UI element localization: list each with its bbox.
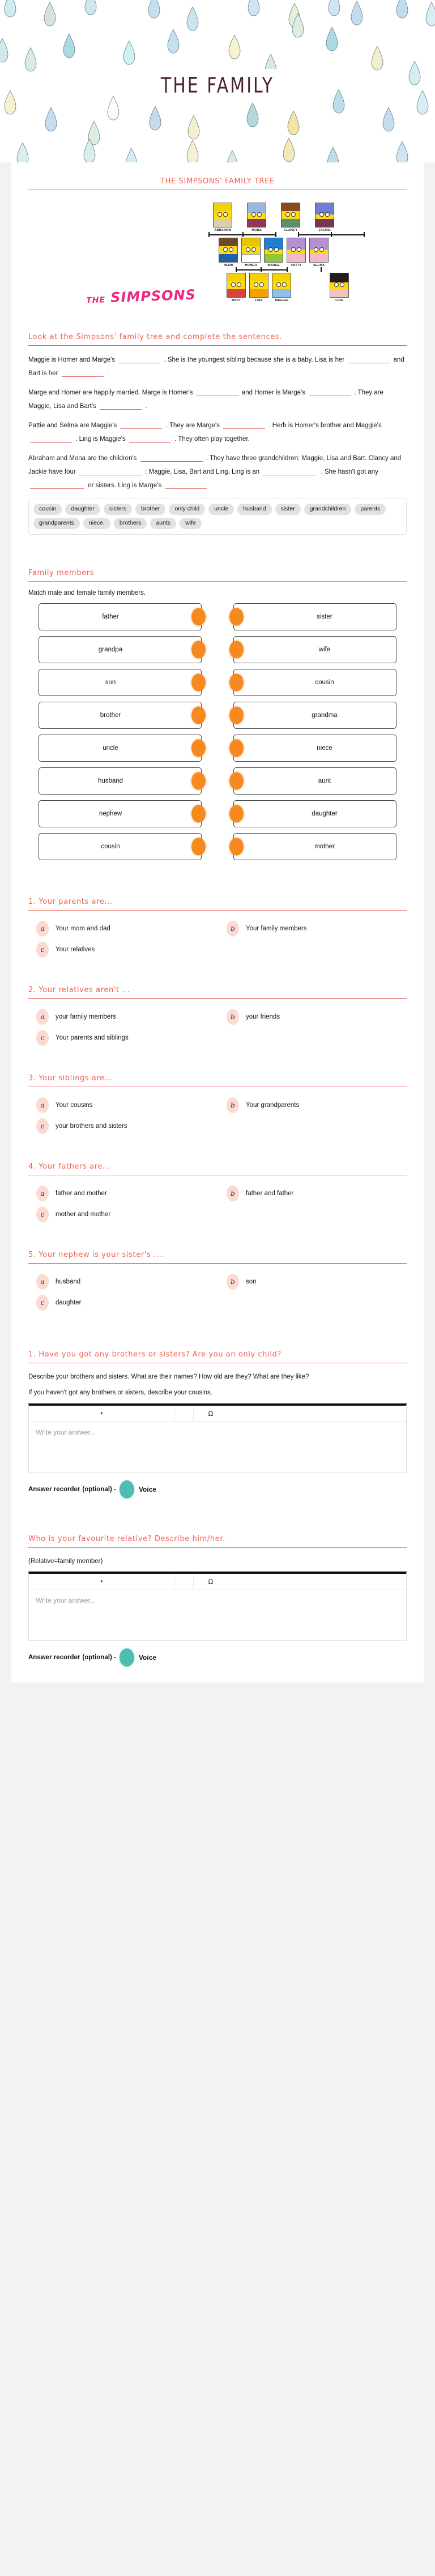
page-title: THE FAMILY xyxy=(146,69,289,102)
gapfill-text: . Herb is Homer's brother and Maggie's xyxy=(268,422,382,430)
match-label: cousin xyxy=(101,843,120,851)
match-connector-dot[interactable] xyxy=(191,707,206,724)
option-label: your brothers and sisters xyxy=(56,1123,127,1130)
font-style-dropdown[interactable] xyxy=(29,1406,175,1422)
mcq-options xyxy=(28,1183,407,1222)
gapfill-blank[interactable] xyxy=(223,422,265,429)
toolbar-spacer xyxy=(228,1406,406,1422)
option-key-badge: b xyxy=(227,921,239,937)
mcq-option-a[interactable] xyxy=(36,1186,216,1201)
tree-person-label: JACKIE xyxy=(318,229,331,232)
tree-person-label: CLANCY xyxy=(284,229,298,232)
mcq-option-a[interactable] xyxy=(36,921,216,937)
match-connector-dot[interactable] xyxy=(229,641,244,659)
gapfill-blank[interactable] xyxy=(165,482,207,489)
toolbar-divider-cell xyxy=(175,1574,194,1590)
gapfill-text: . xyxy=(106,370,109,377)
chevron-down-icon: ▾ xyxy=(100,1410,103,1416)
mcq-option-a[interactable] xyxy=(36,1097,216,1113)
mcq-question-text: 3. Your siblings are... xyxy=(28,1074,113,1083)
font-style-dropdown[interactable] xyxy=(29,1574,175,1590)
mcq-option-b[interactable] xyxy=(227,1274,407,1290)
tree-person-label: LING xyxy=(335,299,344,302)
match-label: niece xyxy=(317,745,332,752)
match-label: grandpa xyxy=(98,646,123,654)
matching-instruction: Match male and female family members. xyxy=(28,590,146,597)
simpsons-logo-the: THE xyxy=(86,295,106,306)
tree-person-patty xyxy=(287,238,306,267)
heading-divider xyxy=(28,345,407,346)
rich-text-editor xyxy=(28,1403,407,1472)
match-label: nephew xyxy=(99,810,122,818)
answer-recorder xyxy=(28,1641,407,1669)
option-label: Your cousins xyxy=(56,1102,93,1109)
page-footer-spacer xyxy=(0,1682,435,1697)
match-label: mother xyxy=(314,843,335,851)
matching-section xyxy=(11,554,424,864)
tree-generation-3 xyxy=(198,273,349,302)
match-right-item[interactable] xyxy=(233,702,396,729)
option-label: your family members xyxy=(56,1014,116,1021)
recorder-label: Answer recorder xyxy=(28,1486,80,1493)
open-question-2 xyxy=(11,1520,424,1669)
word-chip[interactable]: brother xyxy=(135,504,165,515)
match-connector-dot[interactable] xyxy=(229,740,244,757)
word-chip[interactable]: sister xyxy=(275,504,301,515)
match-connector-dot[interactable] xyxy=(191,740,206,757)
option-key-badge: c xyxy=(36,1030,49,1046)
mcq-option-c[interactable] xyxy=(36,942,216,958)
match-connector-dot[interactable] xyxy=(229,772,244,790)
option-label: father and mother xyxy=(56,1190,107,1197)
mcq-option-b[interactable] xyxy=(227,1097,407,1113)
special-character-button[interactable]: Ω xyxy=(208,1577,214,1586)
open-question-prompt: (Relative=family member) xyxy=(28,1557,103,1565)
option-label: Your family members xyxy=(246,925,307,933)
gapfill-text: Maggie is Homer and Marge's xyxy=(28,357,116,363)
open-question-heading: 1. Have you got any brothers or sisters? Are you an only child? xyxy=(28,1350,282,1359)
match-connector-dot[interactable] xyxy=(191,641,206,659)
option-key-badge: a xyxy=(36,1186,49,1201)
open-question-1 xyxy=(11,1336,424,1500)
tree-person-label: HOMER xyxy=(245,264,257,267)
recorder-label: Answer recorder xyxy=(28,1654,80,1661)
heading-divider xyxy=(28,1547,407,1548)
mcq-question-1 xyxy=(11,883,424,971)
mcq-option-c[interactable] xyxy=(36,1030,216,1046)
microphone-record-button[interactable] xyxy=(120,1480,134,1499)
editor-toolbar xyxy=(29,1406,406,1422)
gapfill-blank[interactable] xyxy=(309,389,351,396)
simpsons-logo-name: SIMPSONS xyxy=(110,286,197,306)
match-connector-dot[interactable] xyxy=(229,608,244,626)
rich-text-editor xyxy=(28,1572,407,1641)
toolbar-divider-cell xyxy=(175,1406,194,1422)
match-left-item[interactable] xyxy=(39,669,202,696)
gapfill-text: . They are Maggie, Lisa and Bart's xyxy=(28,389,383,410)
word-chip[interactable]: wife xyxy=(180,518,202,529)
option-key-badge: a xyxy=(36,921,49,937)
tree-generation-2 xyxy=(198,238,349,267)
open-question-prompt: If you haven't got any brothers or sisters, describe your cousins. xyxy=(28,1389,212,1397)
gapfill-paragraph-4 xyxy=(28,452,407,492)
match-label: grandma xyxy=(312,712,338,719)
chevron-down-icon: ▾ xyxy=(100,1578,103,1584)
gapfill-text: . They are Marge's xyxy=(165,422,220,430)
tree-person-selma xyxy=(309,238,329,267)
tree-connector xyxy=(198,232,349,238)
option-key-badge: c xyxy=(36,942,49,958)
tree-person-label: LISA xyxy=(255,299,263,302)
match-label: son xyxy=(105,679,116,686)
word-chip[interactable]: cousin xyxy=(33,504,62,515)
word-chip[interactable]: husband xyxy=(237,504,271,515)
match-right-item[interactable] xyxy=(233,833,396,860)
match-label: cousin xyxy=(315,679,334,686)
family-tree-heading: THE SIMPSONS' FAMILY TREE xyxy=(160,177,275,186)
mcq-option-b[interactable] xyxy=(227,921,407,937)
tree-person-label: ABRAHAM xyxy=(214,229,232,232)
gapfill-blank[interactable] xyxy=(140,454,203,462)
mcq-option-c[interactable] xyxy=(36,1295,216,1311)
option-key-badge: b xyxy=(227,1097,239,1113)
gapfill-section xyxy=(11,318,424,535)
tree-person-lisa xyxy=(249,273,268,302)
tree-person-label: MONA xyxy=(251,229,262,232)
match-left-item[interactable] xyxy=(39,603,202,630)
matching-grid xyxy=(28,602,407,864)
tree-person-clancy xyxy=(281,203,300,232)
heading-divider xyxy=(28,910,407,911)
option-key-badge: c xyxy=(36,1207,49,1222)
heading-divider xyxy=(28,998,407,999)
match-label: daughter xyxy=(312,810,338,818)
simpsons-logo xyxy=(86,287,196,307)
match-left-item[interactable] xyxy=(39,735,202,762)
match-right-item[interactable] xyxy=(233,767,396,795)
gapfill-text: : Maggie, Lisa, Bart and Ling. Ling is an xyxy=(145,468,260,475)
match-label: uncle xyxy=(103,745,118,752)
gapfill-blank[interactable] xyxy=(120,422,162,429)
match-right-item[interactable] xyxy=(233,636,396,663)
gapfill-text: and Homer is Marge's xyxy=(241,389,305,397)
mcq-question-3 xyxy=(11,1059,424,1148)
matching-heading: Family members xyxy=(28,569,95,578)
family-tree-section xyxy=(11,162,424,318)
match-label: husband xyxy=(97,778,123,785)
match-connector-dot[interactable] xyxy=(191,772,206,790)
word-chip[interactable]: only child xyxy=(169,504,205,515)
option-label: Your parents and siblings xyxy=(56,1034,129,1042)
option-label: father and father xyxy=(246,1190,294,1197)
mcq-options xyxy=(28,1272,407,1311)
tree-person-mona xyxy=(247,203,266,232)
answer-input[interactable]: Write your answer... xyxy=(36,1428,96,1436)
gapfill-blank[interactable] xyxy=(79,468,142,475)
gapfill-blank[interactable] xyxy=(263,468,317,475)
gapfill-text: Marge and Homer are happily married. Marge is Homer's xyxy=(28,389,193,397)
mcq-options xyxy=(28,1095,407,1134)
match-label: aunt xyxy=(318,778,331,785)
option-key-badge: b xyxy=(227,1274,239,1290)
gapfill-text: . She hasn't got any xyxy=(321,468,378,475)
option-key-badge: c xyxy=(36,1118,49,1134)
word-chip[interactable]: grandchildren xyxy=(304,504,352,515)
gapfill-text: Pattie and Selma are Maggie's xyxy=(28,422,117,430)
mcq-question-4 xyxy=(11,1148,424,1236)
mcq-option-a[interactable] xyxy=(36,1009,216,1025)
gapfill-text: . They have three grandchildren: Maggie, Lisa and Bart. Clancy and Jackie have four xyxy=(28,455,402,475)
gapfill-text: . They often play together. xyxy=(174,435,250,443)
match-label: brother xyxy=(100,712,121,719)
toolbar-spacer xyxy=(228,1574,406,1590)
tree-person-bart xyxy=(227,273,246,302)
mcq-question-text: 4. Your fathers are... xyxy=(28,1162,111,1171)
mcq-question-5 xyxy=(11,1236,424,1324)
family-tree-diagram xyxy=(198,203,349,302)
match-left-item[interactable] xyxy=(39,636,202,663)
match-connector-dot[interactable] xyxy=(229,805,244,823)
answer-recorder xyxy=(28,1472,407,1501)
tree-person-label: BART xyxy=(232,299,241,302)
tree-person-label: MARGE xyxy=(267,264,280,267)
mcq-question-2 xyxy=(11,971,424,1059)
open-question-heading: Who is your favourite relative? Describe him/her. xyxy=(28,1534,225,1543)
mcq-options xyxy=(28,1007,407,1046)
match-right-item[interactable] xyxy=(233,800,396,827)
word-bank xyxy=(28,499,407,535)
gapfill-text: and Bart is her xyxy=(28,357,404,377)
word-chip[interactable]: parents xyxy=(355,504,386,515)
gapfill-blank[interactable] xyxy=(30,482,84,489)
match-left-item[interactable] xyxy=(39,702,202,729)
option-key-badge: c xyxy=(36,1295,49,1311)
match-connector-dot[interactable] xyxy=(191,608,206,626)
gapfill-text: . Ling is Maggie's xyxy=(75,435,126,443)
option-label: mother and mother xyxy=(56,1211,111,1218)
mcq-option-c[interactable] xyxy=(36,1207,216,1222)
match-right-item[interactable] xyxy=(233,735,396,762)
mcq-question-text: 1. Your parents are... xyxy=(28,898,113,907)
match-connector-dot[interactable] xyxy=(229,707,244,724)
match-right-item[interactable] xyxy=(233,603,396,630)
match-left-item[interactable] xyxy=(39,833,202,860)
tree-person-label: SELMA xyxy=(313,264,325,267)
word-chip[interactable]: daughter xyxy=(65,504,100,515)
option-key-badge: a xyxy=(36,1274,49,1290)
match-label: wife xyxy=(318,646,331,654)
gapfill-blank[interactable] xyxy=(100,402,142,410)
gapfill-text: Abraham and Mona are the children's xyxy=(28,455,137,462)
gapfill-blank[interactable] xyxy=(118,356,160,363)
editor-toolbar xyxy=(29,1574,406,1590)
heading-divider xyxy=(28,1263,407,1264)
option-label: Your mom and dad xyxy=(56,925,110,933)
match-connector-dot[interactable] xyxy=(229,838,244,856)
tree-person-label: MAGGIE xyxy=(275,299,288,302)
mcq-question-text: 2. Your relatives aren't ... xyxy=(28,986,130,995)
tree-connector xyxy=(198,267,349,273)
option-label: son xyxy=(246,1278,257,1286)
word-chip[interactable]: sisters xyxy=(104,504,132,515)
option-label: Your relatives xyxy=(56,946,95,954)
word-chip[interactable]: uncle xyxy=(208,504,234,515)
worksheet-sheet xyxy=(11,162,424,1682)
gapfill-blank[interactable] xyxy=(30,435,72,443)
option-label: daughter xyxy=(56,1299,82,1307)
heading-divider xyxy=(28,581,407,582)
match-connector-dot[interactable] xyxy=(191,805,206,823)
gapfill-text: . She is the youngest sibling because she is a baby. Lisa is her xyxy=(164,357,345,363)
tree-person-label: HERB xyxy=(224,264,233,267)
mcq-option-a[interactable] xyxy=(36,1274,216,1290)
gapfill-text: . xyxy=(145,402,147,410)
option-key-badge: a xyxy=(36,1009,49,1025)
tree-person-abraham xyxy=(213,203,232,232)
option-key-badge: b xyxy=(227,1009,239,1025)
recorder-optional-note: (optional) - xyxy=(82,1654,116,1661)
tree-person-label: PATTY xyxy=(291,264,302,267)
option-key-badge: b xyxy=(227,1186,239,1201)
match-connector-dot[interactable] xyxy=(191,674,206,692)
gapfill-paragraph-1 xyxy=(28,354,407,380)
word-chip[interactable]: aunts xyxy=(150,518,176,529)
gapfill-blank[interactable] xyxy=(129,435,171,443)
mcq-question-text: 5. Your nephew is your sister's .... xyxy=(28,1251,164,1260)
hero-banner xyxy=(0,0,435,162)
tree-person-jackie xyxy=(315,203,334,232)
recorder-voice-label: Voice xyxy=(138,1485,156,1493)
option-label: husband xyxy=(56,1278,81,1286)
match-label: father xyxy=(102,613,119,621)
microphone-record-button[interactable] xyxy=(120,1648,134,1667)
match-left-item[interactable] xyxy=(39,767,202,795)
mcq-option-c[interactable] xyxy=(36,1118,216,1134)
mcq-option-b[interactable] xyxy=(227,1009,407,1025)
option-label: your friends xyxy=(246,1014,280,1021)
word-chip[interactable]: grandparents xyxy=(33,518,80,529)
mcq-option-b[interactable] xyxy=(227,1186,407,1201)
gapfill-paragraph-2 xyxy=(28,387,407,413)
answer-input[interactable]: Write your answer... xyxy=(36,1596,96,1604)
gapfill-blank[interactable] xyxy=(62,370,104,377)
open-question-prompt: Describe your brothers and sisters. What are their names? How old are they? What are they like? xyxy=(28,1373,309,1381)
gapfill-blank[interactable] xyxy=(197,389,238,396)
gapfill-text: or sisters. Ling is Marge's xyxy=(88,482,162,489)
tree-person-homer xyxy=(241,238,261,267)
match-label: sister xyxy=(317,613,332,621)
option-key-badge: a xyxy=(36,1097,49,1113)
word-chip[interactable]: brothers xyxy=(114,518,147,529)
tree-generation-1 xyxy=(198,203,349,232)
match-connector-dot[interactable] xyxy=(229,674,244,692)
recorder-optional-note: (optional) - xyxy=(82,1486,116,1493)
tree-person-herb xyxy=(219,238,238,267)
family-tree-figure xyxy=(28,198,407,318)
match-right-item[interactable] xyxy=(233,669,396,696)
gapfill-blank[interactable] xyxy=(348,356,390,363)
tree-person-ling xyxy=(330,273,349,302)
tree-person-marge xyxy=(264,238,283,267)
mcq-options xyxy=(28,918,407,958)
word-chip[interactable]: niece. xyxy=(83,518,110,529)
match-connector-dot[interactable] xyxy=(191,838,206,856)
match-left-item[interactable] xyxy=(39,800,202,827)
gapfill-paragraph-3 xyxy=(28,419,407,446)
recorder-voice-label: Voice xyxy=(138,1653,156,1661)
special-character-button[interactable]: Ω xyxy=(208,1409,214,1418)
option-label: Your grandparents xyxy=(246,1102,300,1109)
tree-person-maggie xyxy=(272,273,291,302)
gapfill-heading: Look at the Simpsons' family tree and complete the sentences. xyxy=(28,333,282,341)
